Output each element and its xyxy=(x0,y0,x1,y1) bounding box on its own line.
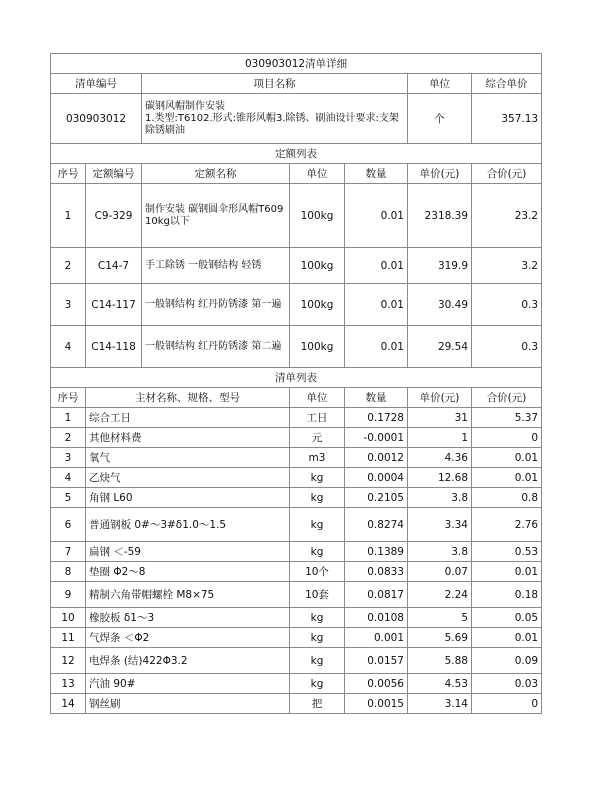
material-no: 1 xyxy=(51,408,86,428)
material-total: 0.01 xyxy=(472,562,542,582)
materials-col-unit: 单位 xyxy=(290,388,345,408)
quota-name: 一般钢结构 红丹防锈漆 第一遍 xyxy=(142,284,290,326)
quota-no: 2 xyxy=(51,248,86,284)
material-no: 6 xyxy=(51,508,86,542)
material-total: 0.01 xyxy=(472,468,542,488)
materials-col-qty: 数量 xyxy=(345,388,408,408)
material-qty: 0.0157 xyxy=(345,648,408,674)
quota-row xyxy=(51,248,542,284)
material-name: 氧气 xyxy=(86,448,290,468)
material-unit: kg xyxy=(290,674,345,694)
quota-qty: 0.01 xyxy=(345,184,408,248)
quota-code: C14-118 xyxy=(86,326,142,368)
material-total: 0.05 xyxy=(472,608,542,628)
quota-row xyxy=(51,326,542,368)
quota-name: 制作安装 碳钢圆伞形风帽T609 10kg以下 xyxy=(142,184,290,248)
material-no: 2 xyxy=(51,428,86,448)
quota-qty: 0.01 xyxy=(345,326,408,368)
quota-unit: 100kg xyxy=(290,284,345,326)
quota-col-qty: 数量 xyxy=(345,164,408,184)
material-row xyxy=(51,608,542,628)
quota-row xyxy=(51,184,542,248)
quota-name: 手工除锈 一般钢结构 轻锈 xyxy=(142,248,290,284)
quota-row xyxy=(51,284,542,326)
material-total: 0.09 xyxy=(472,648,542,674)
material-price: 4.53 xyxy=(408,674,472,694)
material-price: 3.8 xyxy=(408,542,472,562)
material-total: 0.03 xyxy=(472,674,542,694)
material-no: 13 xyxy=(51,674,86,694)
quota-price: 29.54 xyxy=(408,326,472,368)
quota-col-total: 合价(元) xyxy=(472,164,542,184)
material-price: 0.07 xyxy=(408,562,472,582)
quota-price: 30.49 xyxy=(408,284,472,326)
material-total: 0 xyxy=(472,694,542,714)
quota-unit: 100kg xyxy=(290,184,345,248)
material-qty: 0.0056 xyxy=(345,674,408,694)
header-row xyxy=(51,74,542,94)
material-unit: kg xyxy=(290,542,345,562)
quota-col-unit: 单位 xyxy=(290,164,345,184)
material-name: 钢丝刷 xyxy=(86,694,290,714)
material-name: 角钢 L60 xyxy=(86,488,290,508)
material-unit: kg xyxy=(290,508,345,542)
material-qty: 0.0012 xyxy=(345,448,408,468)
material-qty: 0.0108 xyxy=(345,608,408,628)
material-unit: 10套 xyxy=(290,582,345,608)
material-total: 0.18 xyxy=(472,582,542,608)
materials-col-no: 序号 xyxy=(51,388,86,408)
item-unit: 个 xyxy=(408,94,472,144)
material-name: 综合工日 xyxy=(86,408,290,428)
item-price: 357.13 xyxy=(472,94,542,144)
quota-code: C9-329 xyxy=(86,184,142,248)
material-name: 普通钢板 0#～3#δ1.0～1.5 xyxy=(86,508,290,542)
material-unit: 把 xyxy=(290,694,345,714)
material-row xyxy=(51,648,542,674)
material-price: 5.88 xyxy=(408,648,472,674)
material-row xyxy=(51,408,542,428)
material-row xyxy=(51,582,542,608)
material-name: 其他材料费 xyxy=(86,428,290,448)
material-price: 12.68 xyxy=(408,468,472,488)
item-name: 碳钢风帽制作安装 1.类型:T6102.形式:锥形风帽3.除锈、刷油设计要求:支架除锈刷油 xyxy=(142,94,408,144)
material-qty: 0.0004 xyxy=(345,468,408,488)
material-unit: 10个 xyxy=(290,562,345,582)
quota-total: 0.3 xyxy=(472,326,542,368)
material-qty: 0.2105 xyxy=(345,488,408,508)
material-no: 5 xyxy=(51,488,86,508)
material-no: 3 xyxy=(51,448,86,468)
quota-no: 3 xyxy=(51,284,86,326)
material-no: 7 xyxy=(51,542,86,562)
code-header: 清单编号 xyxy=(51,74,142,94)
material-row xyxy=(51,542,542,562)
quota-code: C14-7 xyxy=(86,248,142,284)
material-no: 14 xyxy=(51,694,86,714)
material-qty: 0.1728 xyxy=(345,408,408,428)
quota-section-row xyxy=(51,144,542,164)
material-name: 电焊条 (结)422Φ3.2 xyxy=(86,648,290,674)
material-name: 气焊条 ＜Φ2 xyxy=(86,628,290,648)
material-name: 橡胶板 δ1～3 xyxy=(86,608,290,628)
material-name: 垫圈 Φ2～8 xyxy=(86,562,290,582)
material-unit: kg xyxy=(290,628,345,648)
material-unit: kg xyxy=(290,488,345,508)
quota-col-no: 序号 xyxy=(51,164,86,184)
material-no: 11 xyxy=(51,628,86,648)
material-unit: 工日 xyxy=(290,408,345,428)
material-price: 3.14 xyxy=(408,694,472,714)
material-price: 5.69 xyxy=(408,628,472,648)
material-qty: -0.0001 xyxy=(345,428,408,448)
material-row xyxy=(51,694,542,714)
material-row xyxy=(51,674,542,694)
material-total: 2.76 xyxy=(472,508,542,542)
materials-col-name: 主材名称、规格、型号 xyxy=(86,388,290,408)
material-qty: 0.0015 xyxy=(345,694,408,714)
material-qty: 0.0817 xyxy=(345,582,408,608)
quota-no: 1 xyxy=(51,184,86,248)
material-qty: 0.1389 xyxy=(345,542,408,562)
quota-no: 4 xyxy=(51,326,86,368)
material-price: 3.34 xyxy=(408,508,472,542)
material-row xyxy=(51,428,542,448)
quota-col-name: 定额名称 xyxy=(142,164,290,184)
title-row xyxy=(51,54,542,74)
material-no: 8 xyxy=(51,562,86,582)
material-qty: 0.001 xyxy=(345,628,408,648)
quota-name: 一般钢结构 红丹防锈漆 第二遍 xyxy=(142,326,290,368)
bill-detail-table xyxy=(50,53,542,714)
material-total: 0.8 xyxy=(472,488,542,508)
material-price: 3.8 xyxy=(408,488,472,508)
materials-section-row xyxy=(51,368,542,388)
material-name: 扁钢 ＜-59 xyxy=(86,542,290,562)
material-total: 5.37 xyxy=(472,408,542,428)
material-unit: 元 xyxy=(290,428,345,448)
material-total: 0.01 xyxy=(472,628,542,648)
material-no: 4 xyxy=(51,468,86,488)
quota-qty: 0.01 xyxy=(345,284,408,326)
quota-price: 319.9 xyxy=(408,248,472,284)
material-row xyxy=(51,562,542,582)
materials-col-total: 合价(元) xyxy=(472,388,542,408)
material-price: 31 xyxy=(408,408,472,428)
material-price: 4.36 xyxy=(408,448,472,468)
material-price: 2.24 xyxy=(408,582,472,608)
materials-section-title: 清单列表 xyxy=(51,368,542,388)
material-name: 乙炔气 xyxy=(86,468,290,488)
material-total: 0.01 xyxy=(472,448,542,468)
quota-unit: 100kg xyxy=(290,248,345,284)
material-row xyxy=(51,468,542,488)
unit-header: 单位 xyxy=(408,74,472,94)
materials-col-price: 单价(元) xyxy=(408,388,472,408)
material-no: 10 xyxy=(51,608,86,628)
material-row xyxy=(51,488,542,508)
material-row xyxy=(51,508,542,542)
item-row xyxy=(51,94,542,144)
material-price: 5 xyxy=(408,608,472,628)
quota-total: 3.2 xyxy=(472,248,542,284)
material-qty: 0.8274 xyxy=(345,508,408,542)
material-price: 1 xyxy=(408,428,472,448)
material-unit: kg xyxy=(290,608,345,628)
material-unit: m3 xyxy=(290,448,345,468)
material-row xyxy=(51,628,542,648)
quota-total: 0.3 xyxy=(472,284,542,326)
material-unit: kg xyxy=(290,648,345,674)
quota-col-price: 单价(元) xyxy=(408,164,472,184)
name-header: 项目名称 xyxy=(142,74,408,94)
quota-total: 23.2 xyxy=(472,184,542,248)
price-header: 综合单价 xyxy=(472,74,542,94)
material-no: 9 xyxy=(51,582,86,608)
quota-section-title: 定额列表 xyxy=(51,144,542,164)
material-name: 汽油 90# xyxy=(86,674,290,694)
quota-unit: 100kg xyxy=(290,326,345,368)
materials-header-row xyxy=(51,388,542,408)
quota-price: 2318.39 xyxy=(408,184,472,248)
material-no: 12 xyxy=(51,648,86,674)
material-name: 精制六角带帽螺栓 M8×75 xyxy=(86,582,290,608)
material-qty: 0.0833 xyxy=(345,562,408,582)
quota-header-row xyxy=(51,164,542,184)
material-row xyxy=(51,448,542,468)
quota-qty: 0.01 xyxy=(345,248,408,284)
material-total: 0 xyxy=(472,428,542,448)
material-total: 0.53 xyxy=(472,542,542,562)
page-title: 030903012清单详细 xyxy=(51,54,542,74)
material-unit: kg xyxy=(290,468,345,488)
item-code: 030903012 xyxy=(51,94,142,144)
quota-col-code: 定额编号 xyxy=(86,164,142,184)
quota-code: C14-117 xyxy=(86,284,142,326)
